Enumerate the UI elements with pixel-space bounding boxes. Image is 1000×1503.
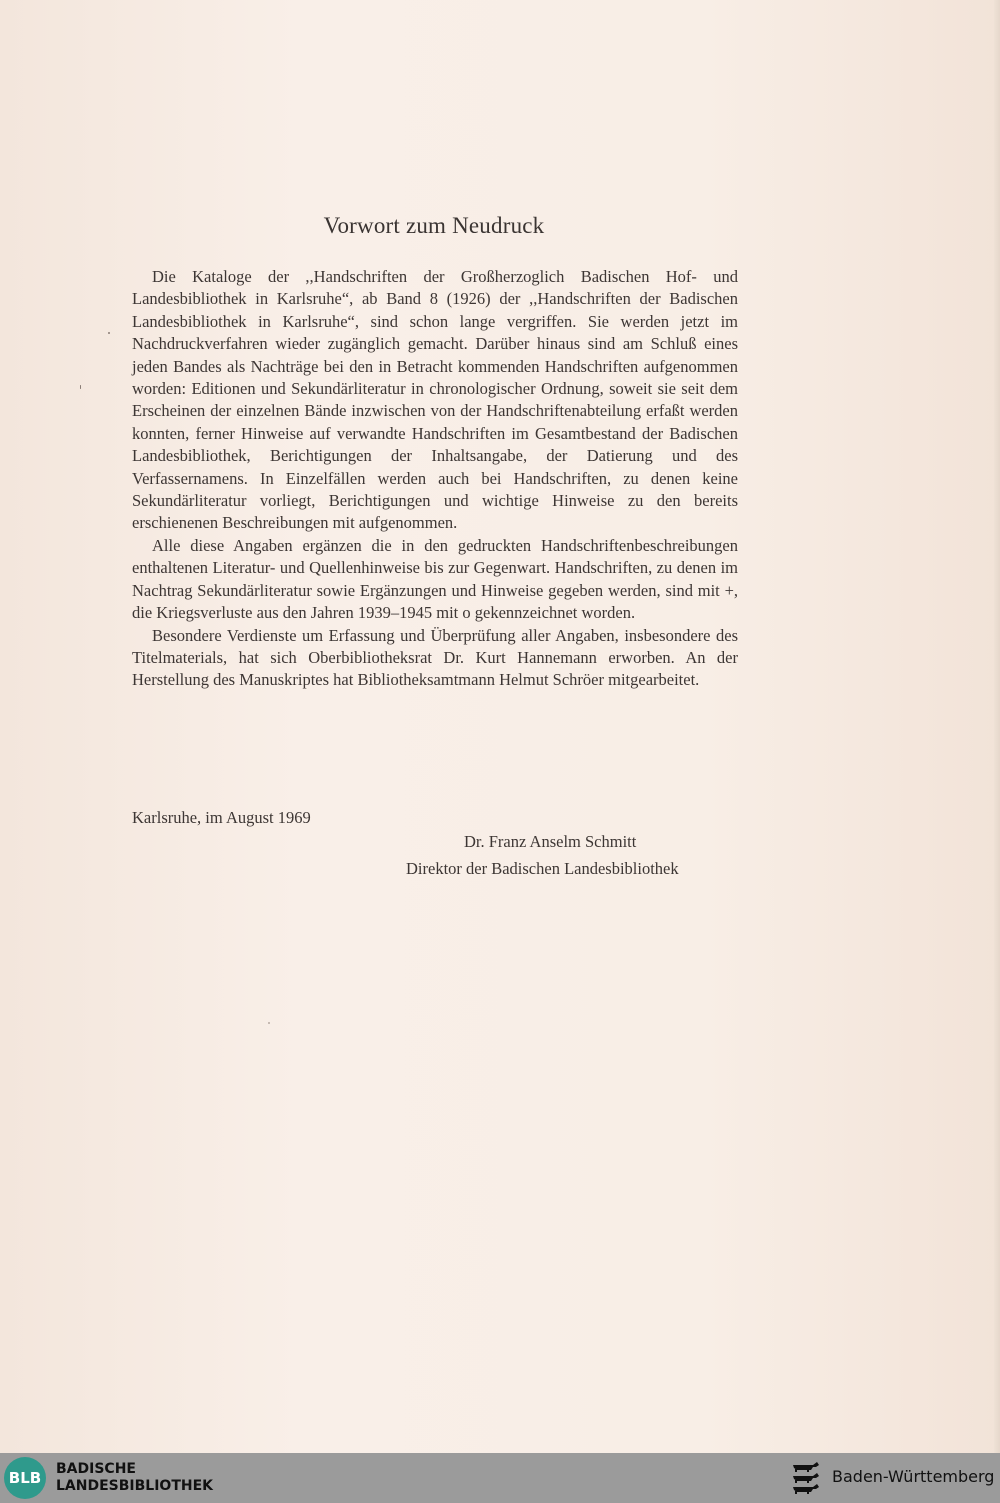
signer-name: Dr. Franz Anselm Schmitt [464,832,637,851]
place-date: Karlsruhe, im August 1969 [132,808,311,827]
paragraph-1: Die Kataloge der ,,Handschriften der Großherzoglich Badischen Hof- und Landesbibliothek in Karlsruhe“, ab Band 8 (1926) der ,,Handschriften der Badischen Landesbibliothek in Karlsruhe“, sind schon lange vergriffen. Sie werden jetzt im Nachdruckverfahren wieder zugänglich gemacht. Darüber hinaus sind am Schluß eines jeden Bandes als Nachträge bei den in Betracht kommenden Handschriften aufgenommen worden: Editionen und Sekundärliteratur in chronologischer Ordnung, soweit sie seit dem Erscheinen der einzelnen Bände inzwischen von der Handschriftenabteilung erfaßt werden konnten, ferner Hinweise auf verwandte Handschriften im Gesamtbestand der Badischen Landesbibliothek, Berichtigungen der Inhaltsangabe, der Datierung und des Verfassernamens. In Einzelfällen werden auch bei Handschriften, zu denen keine Sekundärliteratur vorliegt, Berichtigungen und wichtige Hinweise zu den bereits erschienenen Beschreibungen mit aufgenommen. [132,267,738,533]
paper-speck [268,1022,270,1024]
library-name[interactable] [56,1461,213,1495]
footer-bar [0,1453,1000,1503]
paragraph-2: Alle diese Angaben ergänzen die in den gedruckten Handschriftenbeschreibungen enthaltenen Literatur- und Quellenhinweise bis zur Gegenwart. Handschriften, zu denen im Nachtrag Sekundärliteratur sowie Ergänzungen und Hinweise gegeben werden, sind mit +, die Kriegsverluste aus den Jahren 1939–1945 mit o gekennzeichnet worden. [132,535,738,623]
state-name[interactable]: Baden-Württemberg [832,1467,995,1486]
paragraph-3: Besondere Verdienste um Erfassung und Überprüfung aller Angaben, insbesondere des Titelmaterials, hat sich Oberbibliotheksrat Dr. Kurt Hannemann erworben. An der Herstellung des Manuskriptes hat Bibliotheksamtmann Helmut Schröer mitgearbeitet. [132,625,738,690]
preface-body [132,266,738,692]
signer-role: Direktor der Badischen Landesbibliothek [406,859,679,878]
paper-speck [108,332,110,334]
library-name-line-1: BADISCHE [56,1461,136,1477]
library-name-line-2: LANDESBIBLIOTHEK [56,1478,214,1494]
three-lions-icon[interactable] [790,1459,822,1497]
blb-logo-icon[interactable]: BLB [4,1457,46,1499]
page-title: Vorwort zum Neudruck [323,213,545,238]
page-edge [994,0,1000,1453]
paper-speck [80,385,81,389]
